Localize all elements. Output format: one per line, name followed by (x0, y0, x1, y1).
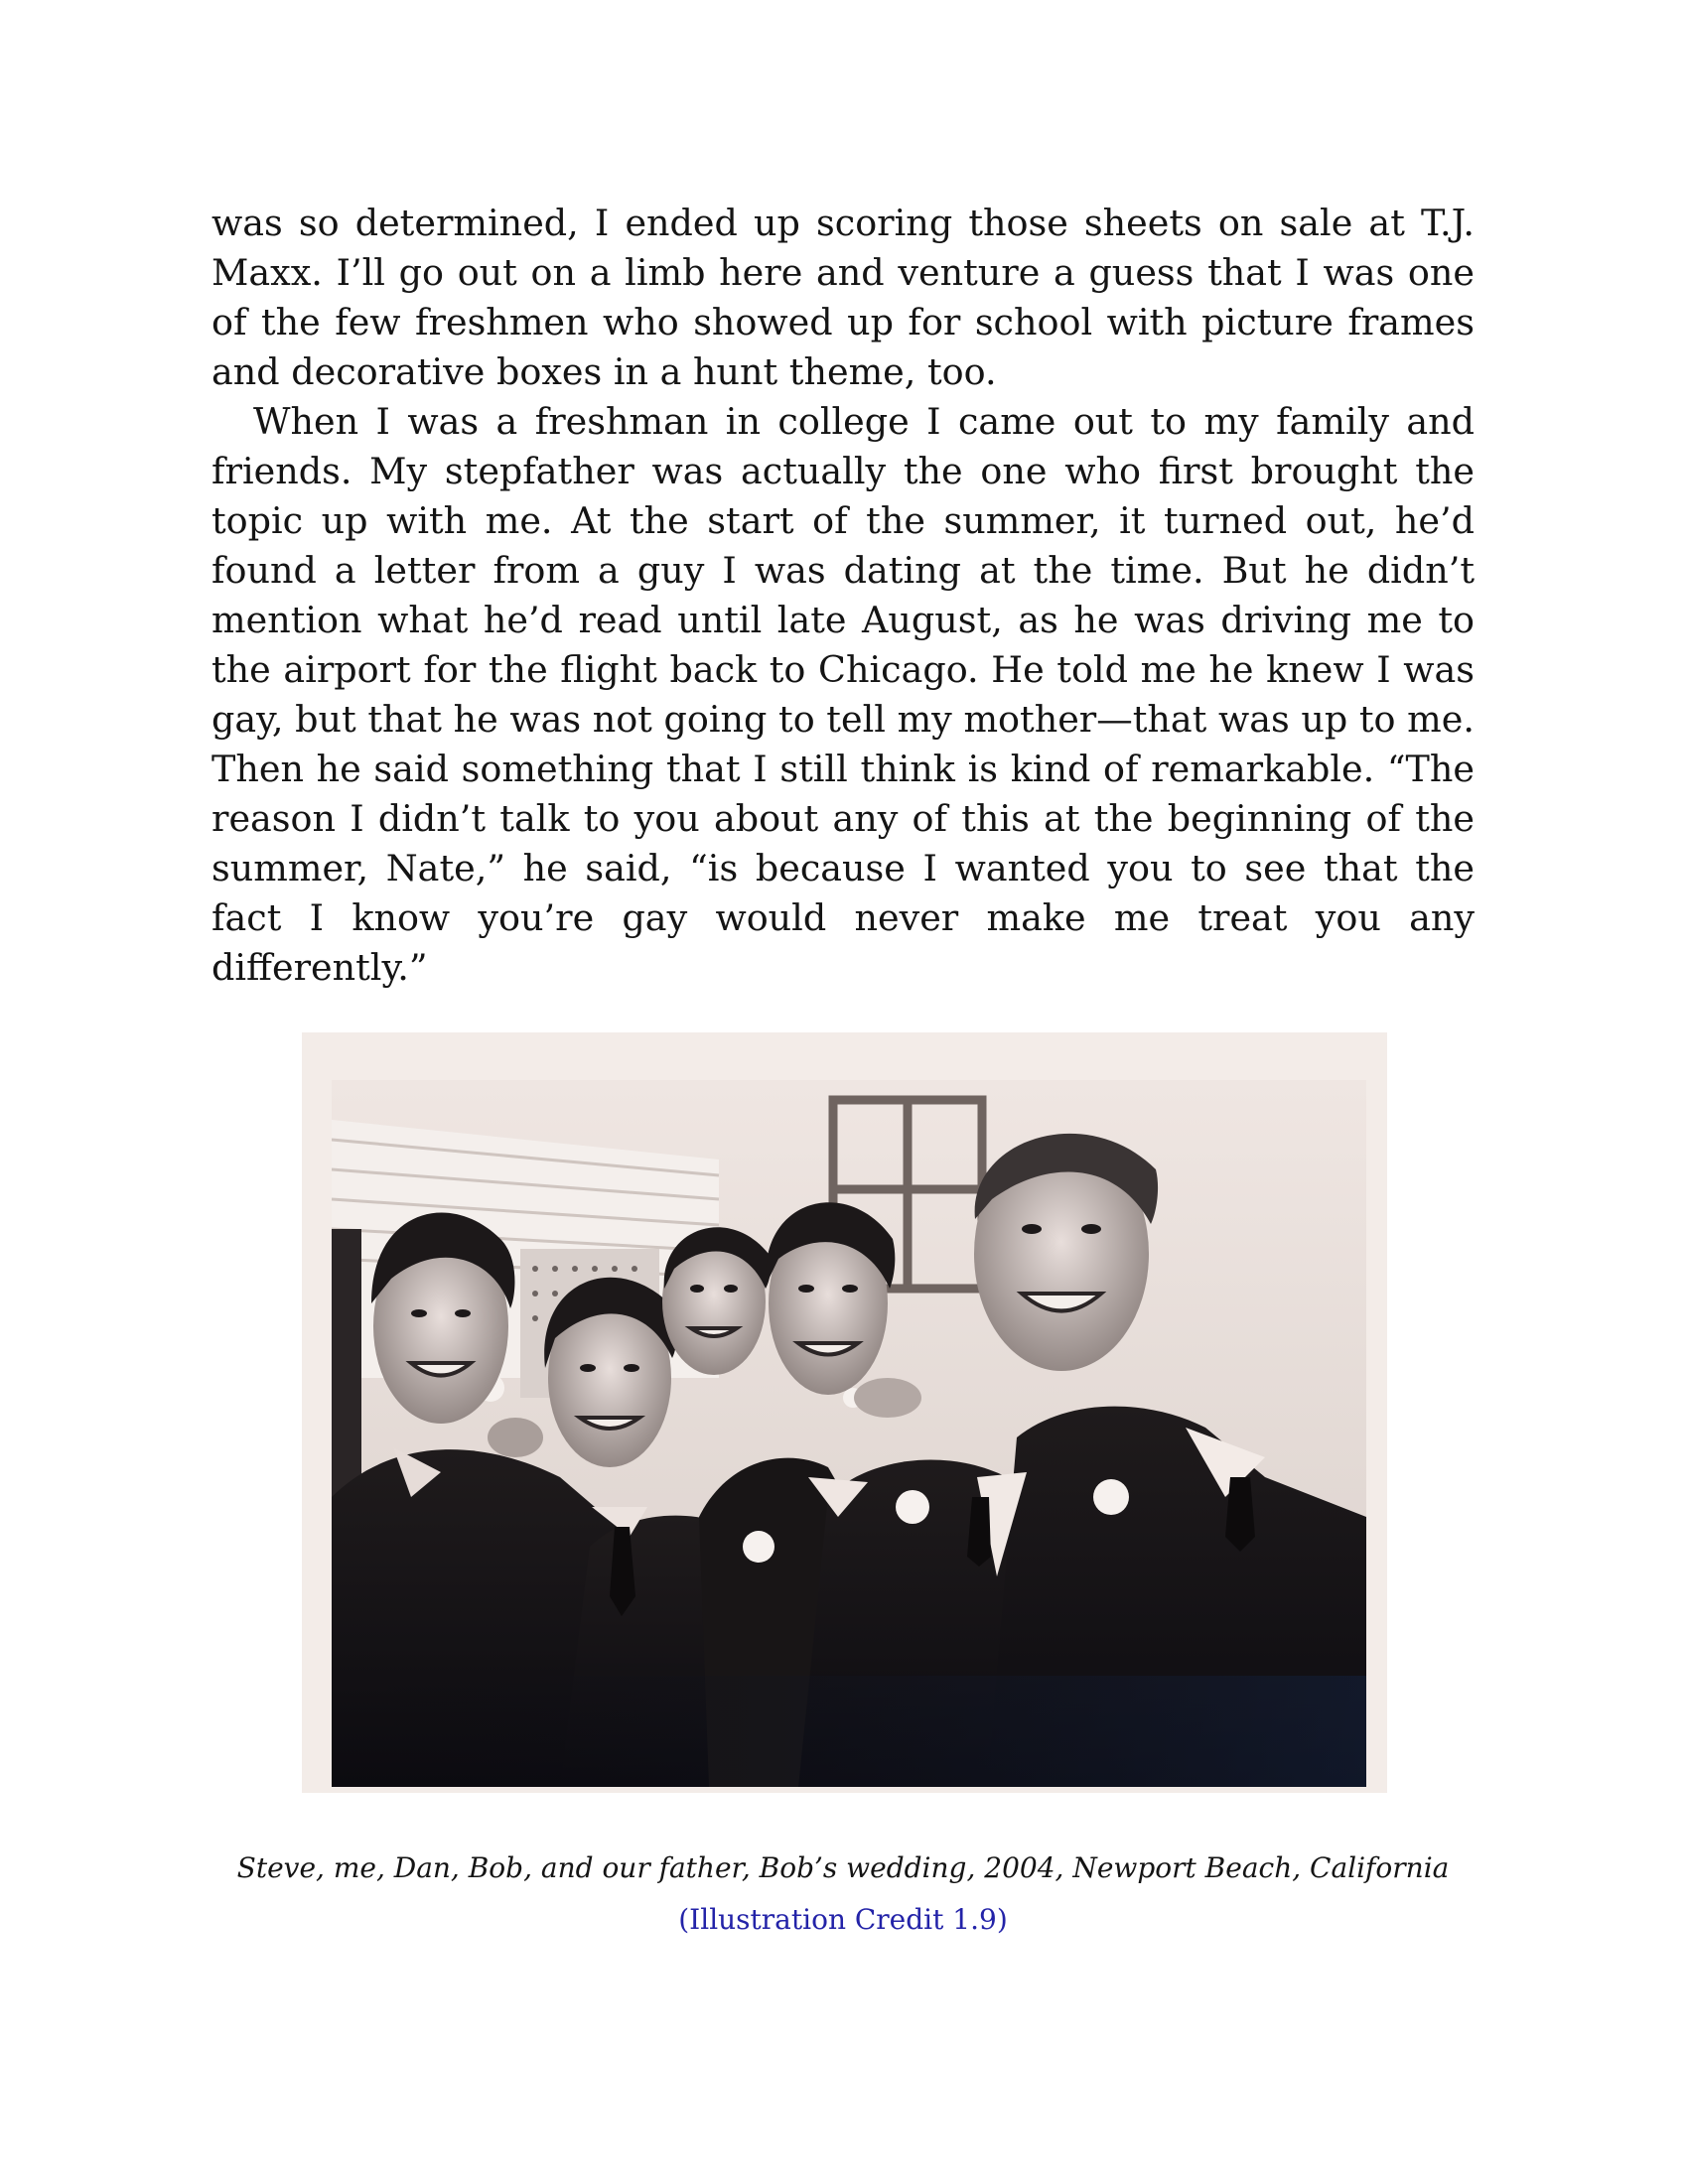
illustration-credit-link[interactable]: (Illustration Credit 1.9) (678, 1903, 1008, 1936)
paragraph-coming-out: When I was a freshman in college I came out to my family and friends. My stepfather was actually the one who first brought the topic up with me. At the start of the summer, it turned out, he’d found a letter from a guy I was dating at the time. But he didn’t mention what he’d read until late August, as he was driving me to the airport for the flight back to Chicago. He told me he knew I was gay, but that he was not going to tell my mother—that was up to me. Then he said something that I still think is kind of remarkable. “The reason I didn’t talk to you about any of this at the beginning of the summer, Nate,” he said, “is because I wanted you to see that the fact I know you’re gay would never make me treat you any differently.” (211, 400, 1475, 989)
photo-illustration (332, 1080, 1366, 1787)
wedding-photo (302, 1032, 1387, 1793)
paragraph-continued: was so determined, I ended up scoring those sheets on sale at T.J. Maxx. I’ll go out on a limb here and venture a guess that I was one of the few freshmen who showed up for school with picture frames and decorative boxes in a hunt theme, too. (211, 202, 1475, 393)
photo-caption: Steve, me, Dan, Bob, and our father, Bob’s wedding, 2004, Newport Beach, California (236, 1851, 1450, 1884)
photo-image (332, 1080, 1366, 1787)
body-text (211, 199, 1475, 993)
